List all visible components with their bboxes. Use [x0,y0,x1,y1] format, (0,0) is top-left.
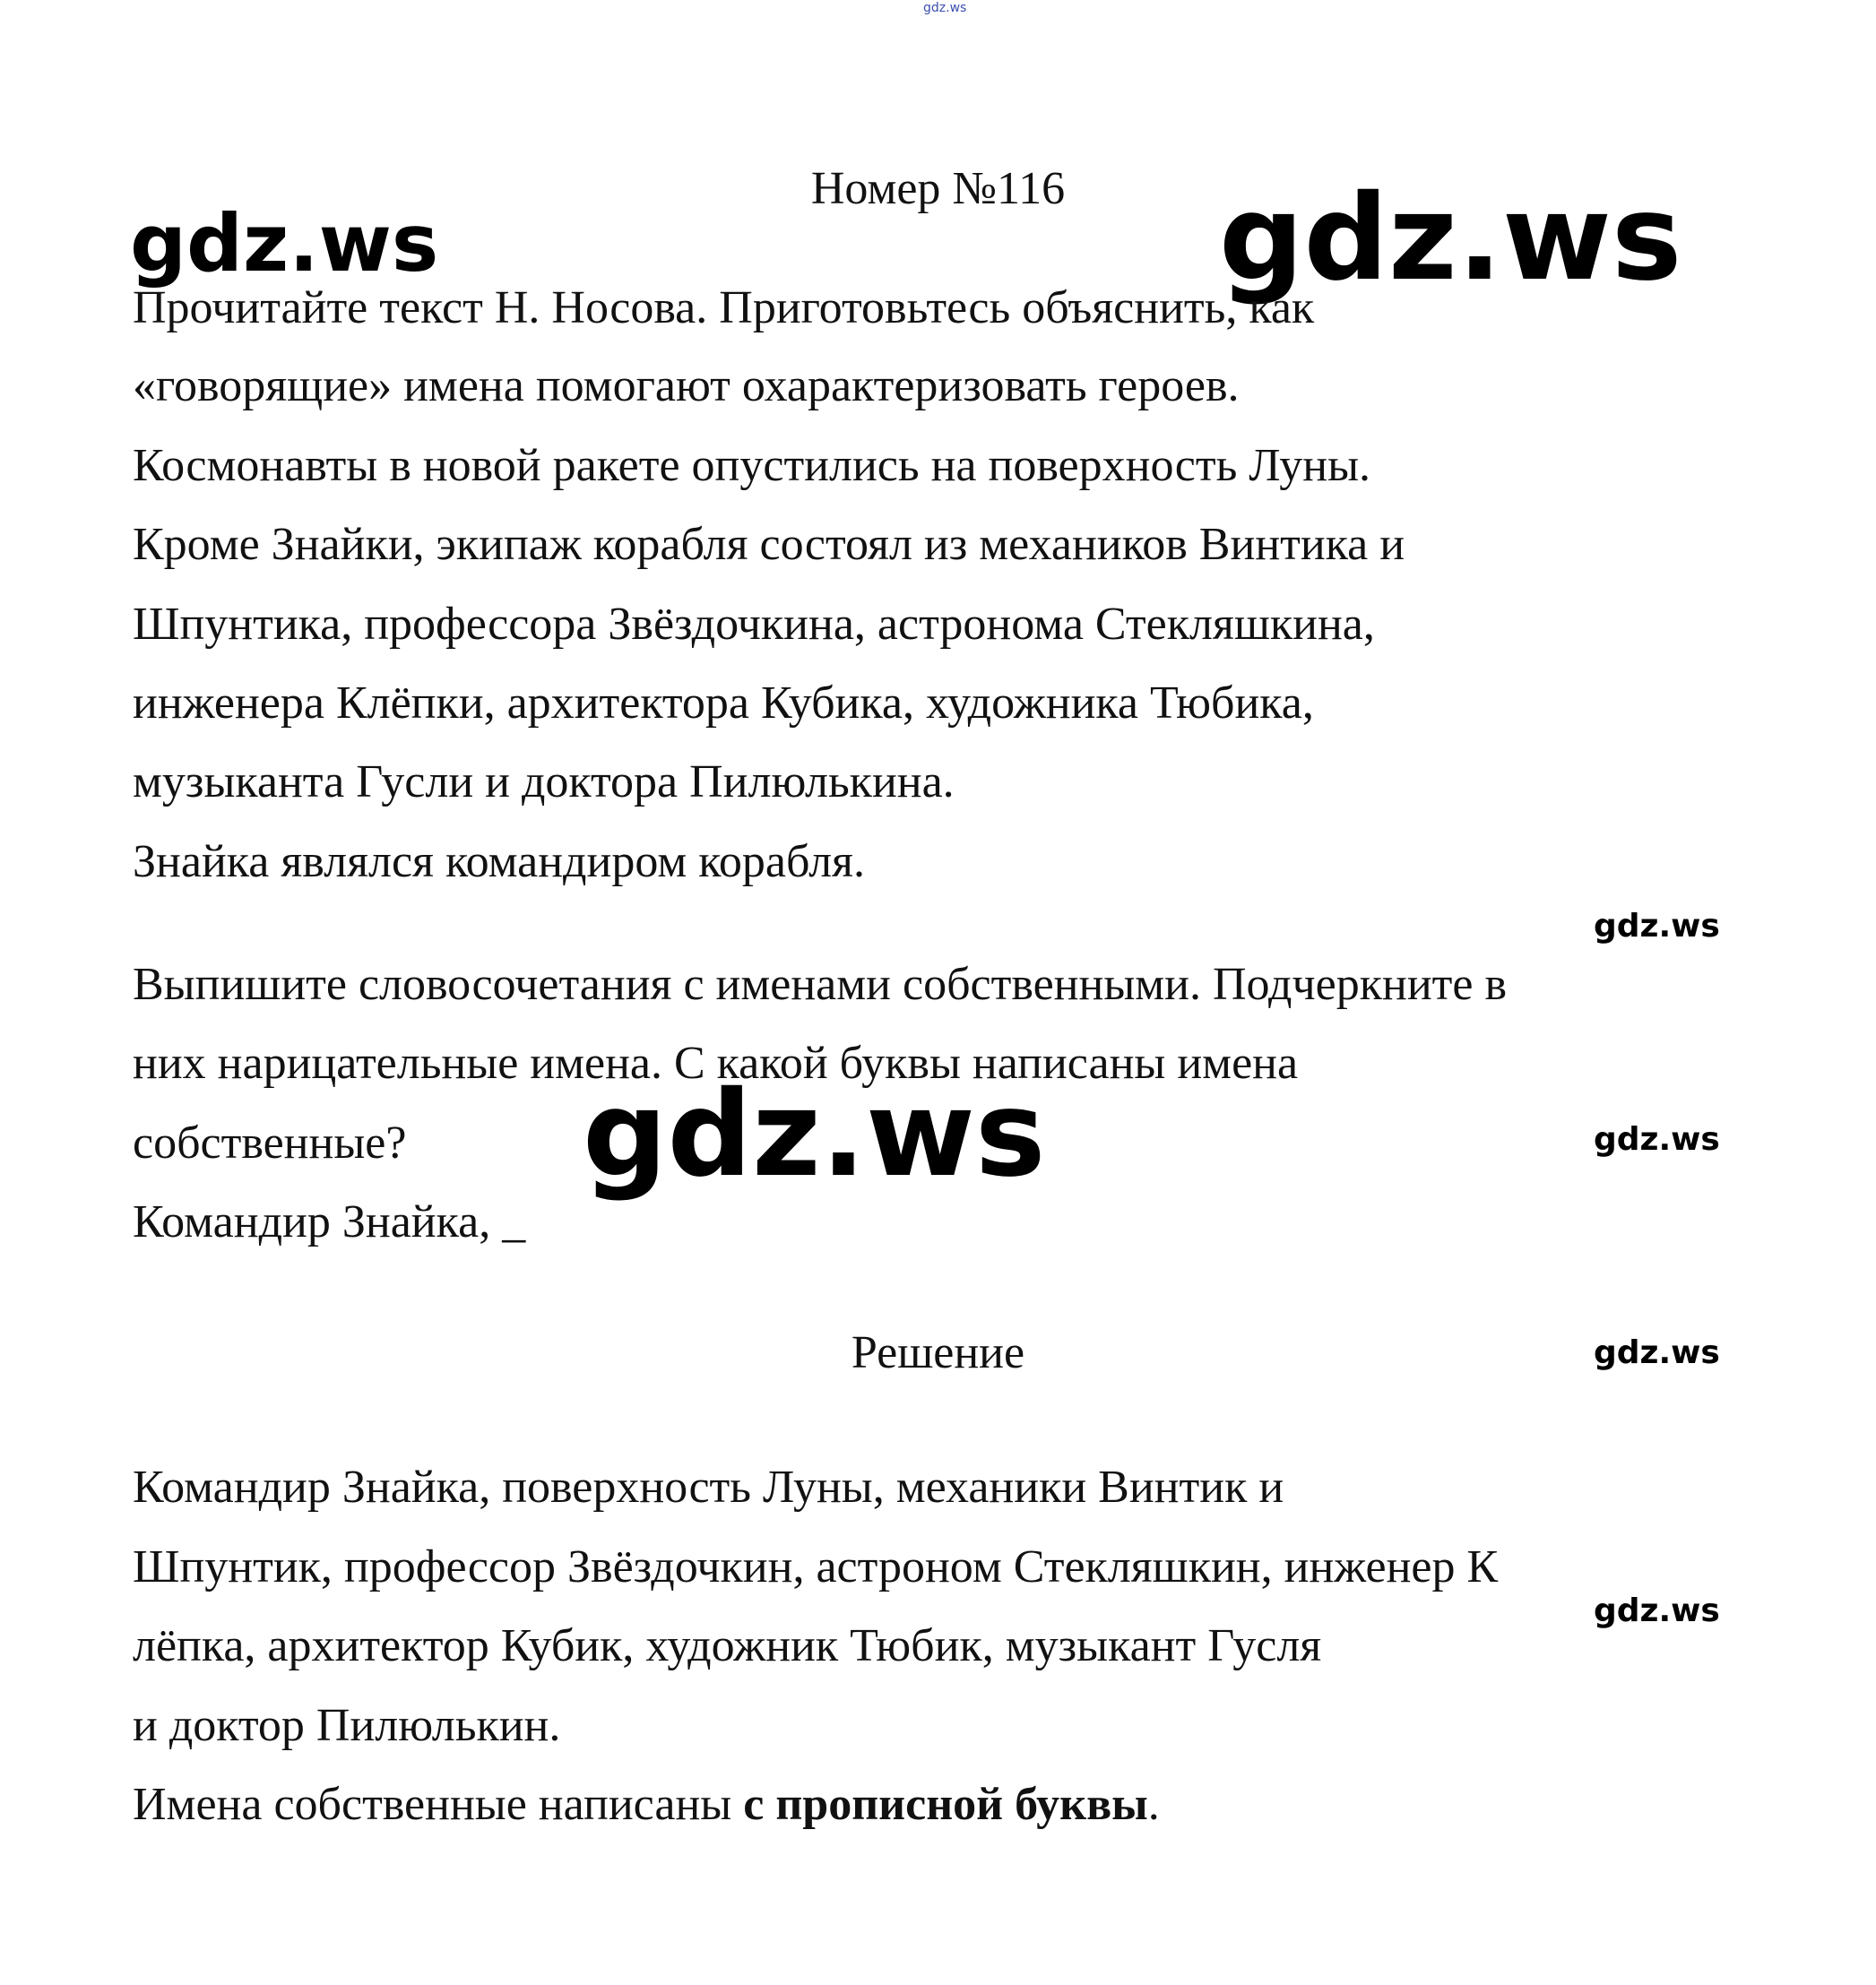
answer-start-line: Командир Знайка, _ [133,1196,526,1247]
watermark-large-right: gdz.ws [1219,169,1682,307]
watermark-small: gdz.ws [1594,1121,1720,1158]
task-line: музыканта Гусли и доктора Пилюлькина. [133,756,955,807]
task-line: Знайка являлся командиром корабля. [133,836,865,887]
task-line: Прочитайте текст Н. Носова. Приготовьтесь объяснить, как [133,282,1315,333]
task-line: Шпунтика, профессора Звёздочкина, астронома Стекляшкина, [133,599,1375,650]
task-line: Кроме Знайки, экипаж корабля состоял из механиков Винтика и [133,519,1405,570]
conclusion-prefix: Имена собственные написаны [133,1779,744,1830]
task-line: инженера Клёпки, архитектора Кубика, художника Тюбика, [133,677,1314,729]
watermark-large-middle: gdz.ws [583,1066,1046,1204]
watermark-top: gdz.ws [923,1,967,15]
instruction-line: собственные? [133,1118,407,1169]
conclusion-bold: с прописной буквы [743,1779,1148,1830]
solution-line: Шпунтик, профессор Звёздочкин, астроном Стекляшкин, инженер К [133,1541,1499,1592]
watermark-small: gdz.ws [1594,908,1720,945]
page-title: Номер №116 [810,163,1066,214]
solution-conclusion [133,1779,1160,1830]
task-line: Космонавты в новой ракете опустились на поверхность Луны. [133,440,1371,491]
watermark-large-left: gdz.ws [130,197,439,289]
instruction-line: Выпишите словосочетания с именами собственными. Подчеркните в [133,959,1508,1010]
task-line: «говорящие» имена помогают охарактеризовать героев. [133,360,1240,411]
solution-line: Командир Знайка, поверхность Луны, механики Винтик и [133,1462,1284,1513]
conclusion-suffix: . [1147,1779,1160,1830]
instruction-line: них нарицательные имена. С какой буквы написаны имена [133,1038,1299,1089]
solution-line: лёпка, архитектор Кубик, художник Тюбик, музыкант Гусля [133,1620,1322,1671]
watermark-small: gdz.ws [1594,1334,1720,1371]
watermark-small: gdz.ws [1594,1592,1720,1629]
solution-heading: Решение [851,1327,1025,1378]
solution-line: и доктор Пилюлькин. [133,1700,561,1751]
